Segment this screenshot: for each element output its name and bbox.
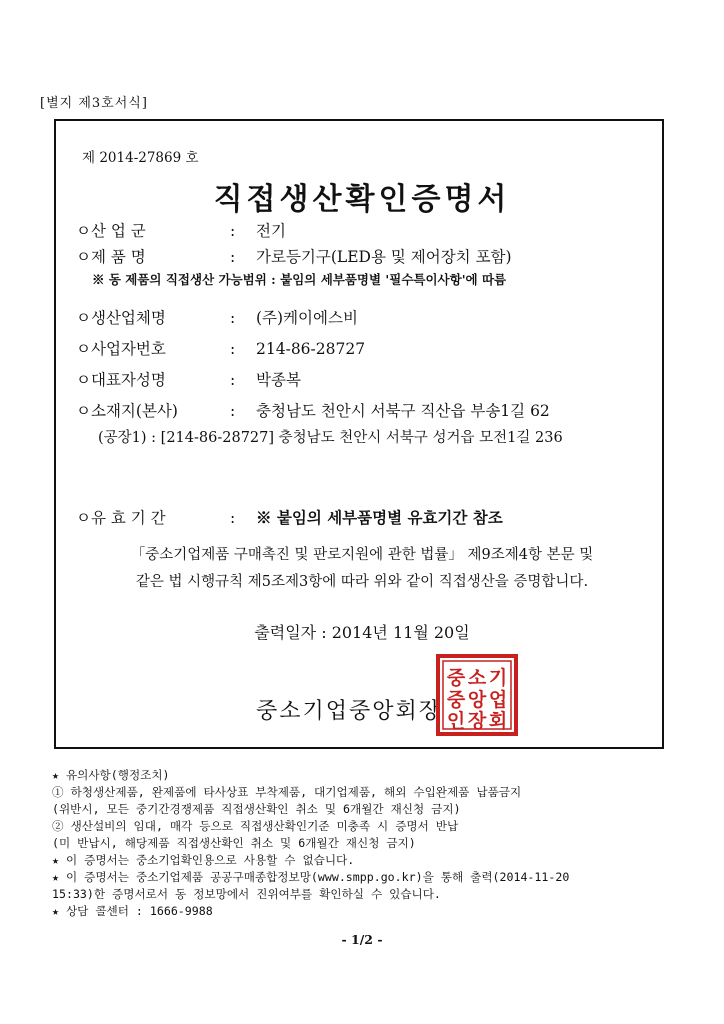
- colon: :: [230, 371, 236, 389]
- field-industry: [76, 219, 286, 241]
- field-label: ㅇ산 업 군: [76, 222, 146, 240]
- notice-line: ★ 유의사항(행정조치): [52, 768, 170, 782]
- colon: :: [230, 248, 236, 266]
- print-date: 출력일자 : 2014년 11월 20일: [254, 623, 470, 642]
- certificate-number: 제 2014-27869 호: [82, 150, 199, 166]
- svg-text:앙: 앙: [467, 689, 487, 711]
- svg-text:회: 회: [488, 710, 508, 732]
- notice-line: ① 하청생산제품, 완제품에 타사상표 부착제품, 대기업제품, 해외 수입완제품 납품금지: [52, 785, 522, 799]
- svg-text:인: 인: [446, 710, 466, 732]
- field-representative: [76, 368, 301, 390]
- colon: :: [230, 222, 236, 240]
- field-label: ㅇ유 효 기 간: [76, 509, 166, 527]
- field-value: 충청남도 천안시 서북구 직산읍 부송1길 62: [256, 402, 550, 420]
- field-label: ㅇ생산업체명: [76, 309, 166, 327]
- factory-address: (공장1) : [214-86-28727] 충청남도 천안시 서북구 성거읍 모전1길 236: [98, 430, 563, 446]
- colon: :: [230, 340, 236, 358]
- svg-text:중: 중: [446, 689, 466, 711]
- field-product: [76, 245, 512, 267]
- notice-line: (위반시, 모든 중기간경쟁제품 직접생산확인 취소 및 6개월간 재신청 금지): [52, 802, 461, 816]
- statement-line-1: 「중소기업제품 구매촉진 및 판로지원에 관한 법률」 제9조제4항 본문 및: [130, 547, 594, 563]
- notice-line: ★ 이 증명서는 중소기업제품 공공구매종합정보망(www.smpp.go.kr)을 통해 출력(2014-11-20: [52, 870, 570, 884]
- notice-line: 15:33)한 증명서로서 동 정보망에서 진위여부를 확인하실 수 있습니다.: [52, 887, 441, 901]
- field-label: ㅇ소재지(본사): [76, 402, 178, 420]
- notice-line: ★ 이 증명서는 중소기업확인용으로 사용할 수 없습니다.: [52, 853, 355, 867]
- field-label: ㅇ대표자성명: [76, 371, 166, 389]
- svg-text:업: 업: [488, 689, 508, 711]
- colon: :: [230, 402, 236, 420]
- field-address: [76, 399, 550, 421]
- field-label: ㅇ사업자번호: [76, 340, 166, 358]
- page-number: - 1/2 -: [341, 932, 383, 947]
- field-label: ㅇ제 품 명: [76, 248, 146, 266]
- issuing-organization: 중소기업중앙회장: [256, 699, 443, 724]
- statement-line-2: 같은 법 시행규칙 제5조제3항에 따라 위와 같이 직접생산을 증명합니다.: [135, 574, 589, 590]
- svg-text:중: 중: [446, 667, 466, 689]
- production-range-note: ※ 동 제품의 직접생산 가능범위 : 붙임의 세부품명별 '필수특이사항'에 따름: [92, 272, 507, 287]
- official-seal-icon: [436, 654, 518, 736]
- notice-line: (미 반납시, 해당제품 직접생산확인 취소 및 6개월간 재신청 금지): [52, 836, 416, 850]
- colon: :: [230, 309, 236, 327]
- certificate-title: 직접생산확인증명서: [213, 182, 511, 217]
- field-value: (주)케이에스비: [256, 309, 358, 327]
- svg-text:장: 장: [467, 710, 487, 732]
- field-value: 가로등기구(LED용 및 제어장치 포함): [256, 248, 512, 266]
- form-number: [별지 제3호서식]: [40, 96, 148, 111]
- field-business-number: [76, 337, 365, 359]
- field-validity: [76, 506, 503, 528]
- field-value: 박종복: [256, 371, 301, 389]
- field-value: 전기: [256, 222, 286, 240]
- svg-text:기: 기: [488, 667, 508, 689]
- field-company: [76, 306, 358, 328]
- notice-line: ★ 상담 콜센터 : 1666-9988: [52, 904, 213, 918]
- field-value: ※ 붙임의 세부품명별 유효기간 참조: [256, 508, 503, 527]
- colon: :: [230, 509, 236, 527]
- svg-text:소: 소: [467, 667, 487, 689]
- notice-line: ② 생산설비의 임대, 매각 등으로 직접생산확인기준 미충족 시 증명서 반납: [52, 819, 459, 833]
- field-value: 214-86-28727: [256, 340, 366, 358]
